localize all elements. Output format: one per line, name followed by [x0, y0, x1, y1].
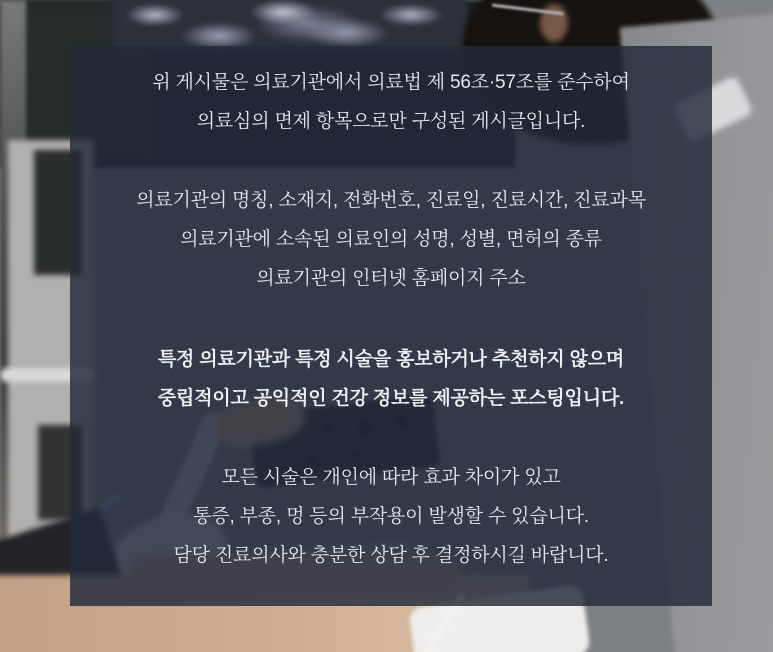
notice-line: 모든 시술은 개인에 따라 효과 차이가 있고 — [221, 467, 561, 488]
notice-block-permitted-info — [70, 181, 712, 298]
notice-line: 통증, 부종, 멍 등의 부작용이 발생할 수 있습니다. — [193, 506, 589, 527]
notice-line: 특정 의료기관과 특정 시술을 홍보하거나 추천하지 않으며 — [157, 349, 625, 370]
notice-line: 의료심의 면제 항목으로만 구성된 게시글입니다. — [196, 111, 586, 132]
notice-block-neutrality — [70, 340, 712, 418]
notice-block-compliance — [70, 63, 712, 141]
notice-line: 중립적이고 공익적인 건강 정보를 제공하는 포스팅입니다. — [157, 388, 625, 409]
notice-line: 위 게시물은 의료기관에서 의료법 제 56조·57조를 준수하여 — [152, 72, 630, 93]
notice-line: 의료기관의 명칭, 소재지, 전화번호, 진료일, 진료시간, 진료과목 — [136, 190, 646, 211]
disclaimer-panel — [70, 46, 712, 606]
notice-line: 의료기관에 소속된 의료인의 성명, 성별, 면허의 종류 — [180, 229, 602, 250]
notice-line: 담당 진료의사와 충분한 상담 후 결정하시길 바랍니다. — [173, 545, 609, 566]
notice-block-caution — [70, 458, 712, 575]
notice-line: 의료기관의 인터넷 홈페이지 주소 — [256, 268, 526, 289]
